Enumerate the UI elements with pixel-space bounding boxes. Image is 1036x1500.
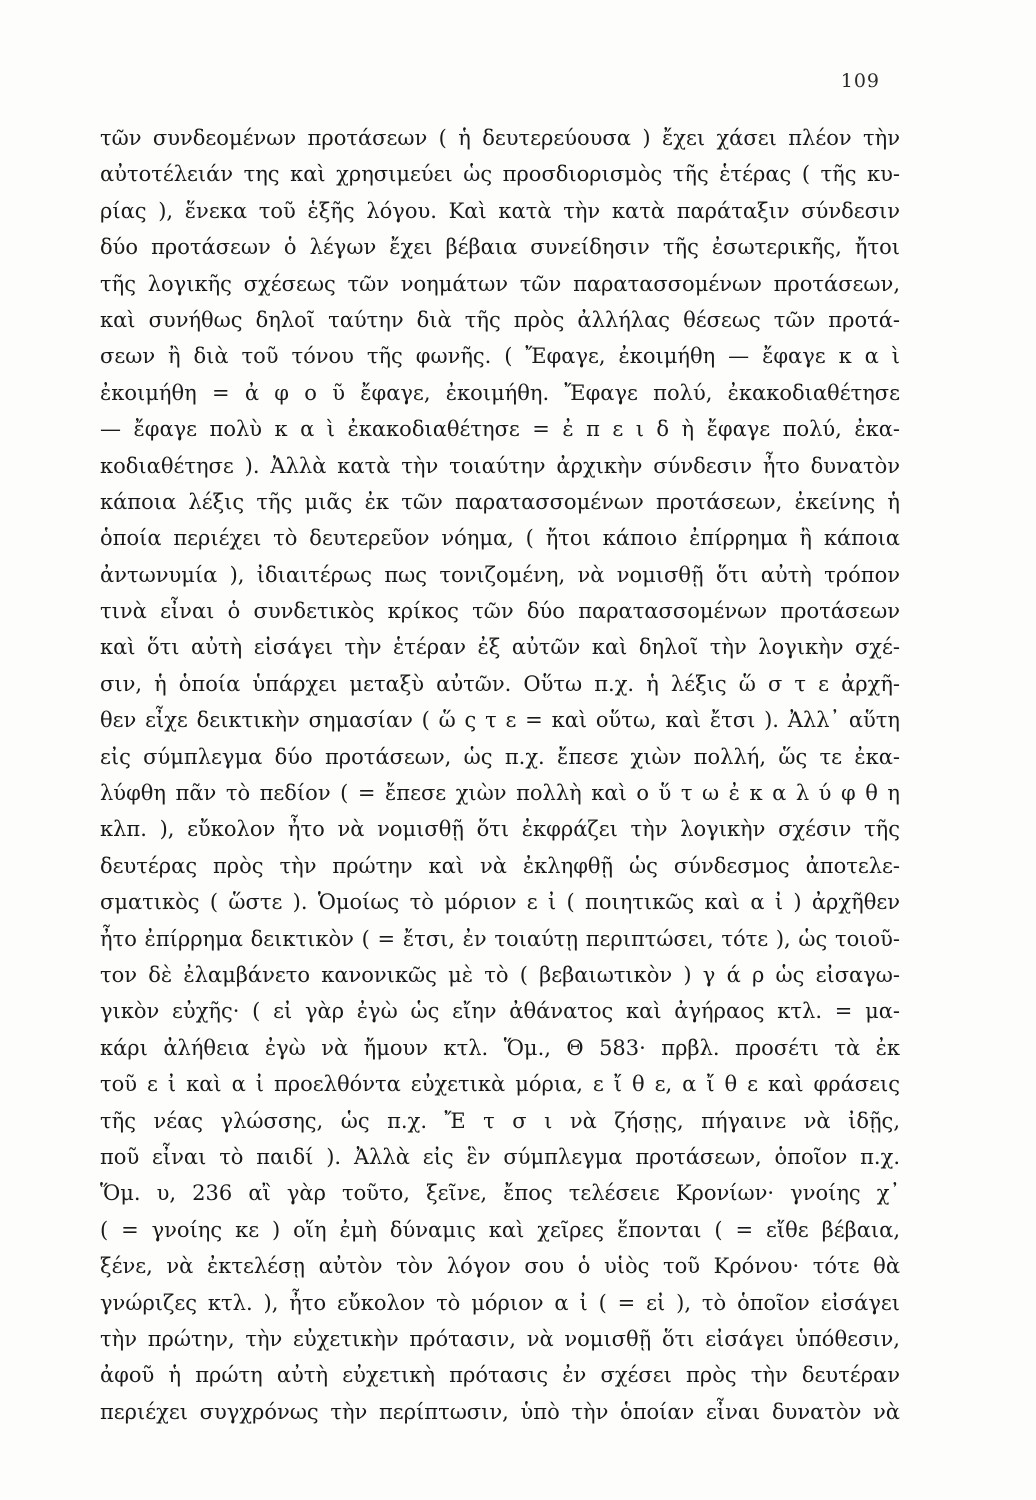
text-line: εἰς σύμπλεγμα δύο προτάσεων, ὡς π.χ. ἔπεσε χιὼν πολλή, ὥς τε ἐκα- [100,744,900,769]
text-line: δευτέρας πρὸς τὴν πρώτην καὶ νὰ ἐκληφθῇ ὡς σύνδεσμος ἀποτελε- [100,853,900,878]
text-line: κάποια λέξις τῆς μιᾶς ἐκ τῶν παρατασσομένων προτάσεων, ἐκείνης ἡ [100,489,900,514]
page-number: 109 [840,70,880,92]
text-line: ἀντωνυμία ), ἰδιαιτέρως πως τονιζομένη, νὰ νομισθῇ ὅτι αὐτὴ τρόπον [100,562,900,587]
text-line: δύο προτάσεων ὁ λέγων ἔχει βέβαια συνείδησιν τῆς ἐσωτερικῆς, ἤτοι [100,235,900,260]
text-line: ὁποία περιέχει τὸ δευτερεῦον νόημα, ( ἤτοι κάποιο ἐπίρρημα ἢ κάποια [100,526,900,551]
text-line: σιν, ἡ ὁποία ὑπάρχει μεταξὺ αὐτῶν. Οὕτω π.χ. ἡ λέξις ὥ σ τ ε ἀρχῆ- [100,671,900,696]
text-line: καὶ ὅτι αὐτὴ εἰσάγει τὴν ἑτέραν ἐξ αὐτῶν καὶ δηλοῖ τὴν λογικὴν σχέ- [100,635,900,660]
text-line: ἐκοιμήθη = ἀ φ ο ῦ ἔφαγε, ἐκοιμήθη. Ἔφαγε πολύ, ἐκακοδιαθέτησε [100,380,900,405]
text-line: λύφθη πᾶν τὸ πεδίον ( = ἔπεσε χιὼν πολλὴ καὶ ο ὕ τ ω ἐ κ α λ ύ φ θ η [100,781,900,806]
text-line: ( = γνοίης κε ) οἵη ἐμὴ δύναμις καὶ χεῖρες ἕπονται ( = εἴθε βέβαια, [100,1217,900,1242]
text-line: σματικὸς ( ὥστε ). Ὁμοίως τὸ μόριον ε ἰ ( ποιητικῶς καὶ α ἰ ) ἀρχῆθεν [100,890,900,915]
text-line: αὐτοτέλειάν της καὶ χρησιμεύει ὡς προσδιορισμὸς τῆς ἑτέρας ( τῆς κυ- [100,162,900,187]
text-line: ποῦ εἶναι τὸ παιδί ). Ἀλλὰ εἰς ἓν σύμπλεγμα προτάσεων, ὁποῖον π.χ. [100,1144,900,1169]
text-line: ἦτο ἐπίρρημα δεικτικὸν ( = ἔτσι, ἐν τοιαύτῃ περιπτώσει, τότε ), ὡς τοιοῦ- [100,926,900,951]
text-line: Ὅμ. υ, 236 αἲ γὰρ τοῦτο, ξεῖνε, ἔπος τελέσειε Κρονίων· γνοίης χ᾽ [100,1181,900,1206]
text-line: γνώριζες κτλ. ), ἦτο εὔκολον τὸ μόριον α ἰ ( = εἰ ), τὸ ὁποῖον εἰσάγει [100,1290,900,1315]
text-line: περιέχει συγχρόνως τὴν περίπτωσιν, ὑπὸ τὴν ὁποίαν εἶναι δυνατὸν νὰ [100,1399,900,1424]
text-line: καὶ συνήθως δηλοῖ ταύτην διὰ τῆς πρὸς ἀλλήλας θέσεως τῶν προτά- [100,307,900,332]
text-line: σεων ἢ διὰ τοῦ τόνου τῆς φωνῆς. ( Ἔφαγε, ἐκοιμήθη — ἔφαγε κ α ὶ [100,344,900,369]
text-line: κάρι ἀλήθεια ἐγὼ νὰ ἤμουν κτλ. Ὅμ., Θ 583· πρβλ. προσέτι τὰ ἐκ [100,1035,900,1060]
text-line: τὴν πρώτην, τὴν εὐχετικὴν πρότασιν, νὰ νομισθῇ ὅτι εἰσάγει ὑπόθεσιν, [100,1326,900,1351]
text-line: ξένε, νὰ ἐκτελέσῃ αὐτὸν τὸν λόγον σου ὁ υἱὸς τοῦ Κρόνου· τότε θὰ [100,1254,900,1279]
text-line: τῆς λογικῆς σχέσεως τῶν νοημάτων τῶν παρατασσομένων προτάσεων, [100,271,900,296]
text-line: τον δὲ ἐλαμβάνετο κανονικῶς μὲ τὸ ( βεβαιωτικὸν ) γ ά ρ ὡς εἰσαγω- [100,962,900,987]
text-line: γικὸν εὐχῆς· ( εἰ γὰρ ἐγὼ ὡς εἴην ἀθάνατος καὶ ἀγήραος κτλ. = μα- [100,999,900,1024]
text-line: ρίας ), ἕνεκα τοῦ ἑξῆς λόγου. Καὶ κατὰ τὴν κατὰ παράταξιν σύνδεσιν [100,198,900,223]
text-line: κλπ. ), εὔκολον ἦτο νὰ νομισθῇ ὅτι ἐκφράζει τὴν λογικὴν σχέσιν τῆς [100,817,900,842]
text-line: τοῦ ε ἰ καὶ α ἰ προελθόντα εὐχετικὰ μόρια, ε ἴ θ ε, α ἴ θ ε καὶ φράσεις [100,1072,900,1097]
text-line: — ἔφαγε πολὺ κ α ὶ ἐκακοδιαθέτησε = ἐ π ε ι δ ὴ ἔφαγε πολύ, ἐκα- [100,417,900,442]
text-line: ἀφοῦ ἡ πρώτη αὐτὴ εὐχετικὴ πρότασις ἐν σχέσει πρὸς τὴν δευτέραν [100,1363,900,1388]
text-line: θεν εἶχε δεικτικὴν σημασίαν ( ὥ ς τ ε = καὶ οὕτω, καὶ ἔτσι ). Ἀλλ᾽ αὕτη [100,708,900,733]
body-text [100,120,900,1430]
text-line: τινὰ εἶναι ὁ συνδετικὸς κρίκος τῶν δύο παρατασσομένων προτάσεων [100,599,900,624]
text-line: κοδιαθέτησε ). Ἀλλὰ κατὰ τὴν τοιαύτην ἀρχικὴν σύνδεσιν ἦτο δυνατὸν [100,453,900,478]
text-line: τῶν συνδεομένων προτάσεων ( ἡ δευτερεύουσα ) ἔχει χάσει πλέον τὴν [100,126,900,150]
text-line: τῆς νέας γλώσσης, ὡς π.χ. Ἔ τ σ ι νὰ ζήσῃς, πήγαινε νὰ ἰδῇς, [100,1108,900,1133]
